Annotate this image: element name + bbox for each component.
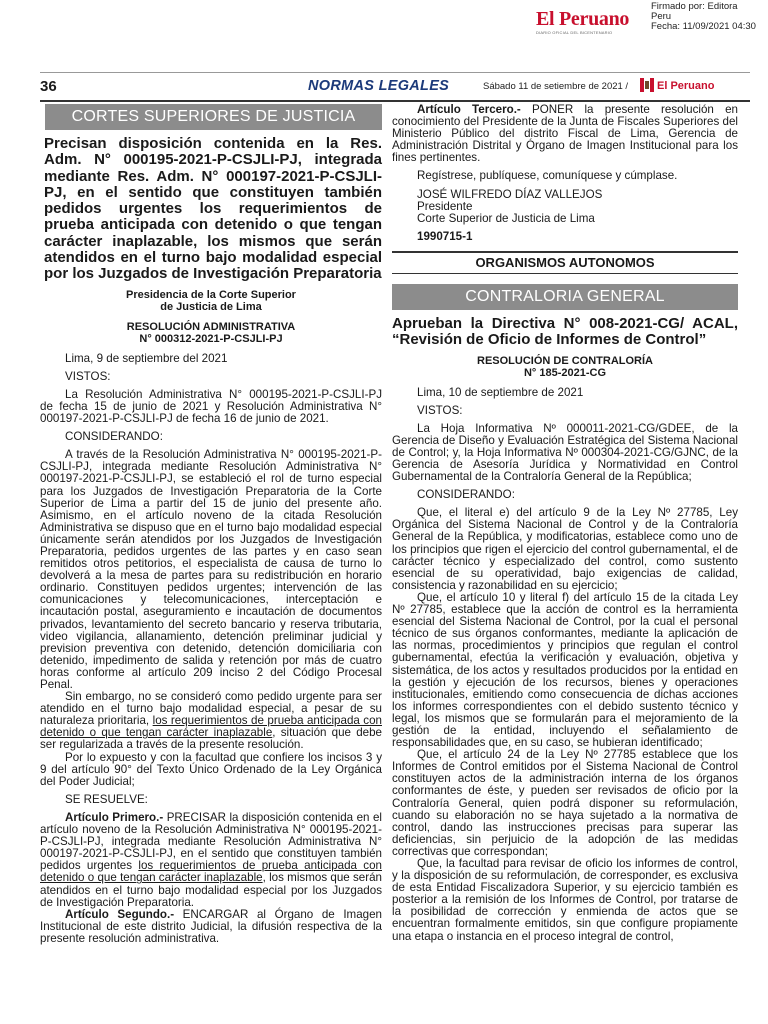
signature-line: Firmado por: Editora <box>651 1 738 12</box>
vistos-heading: VISTOS: <box>65 369 111 383</box>
paragraph: Que, la facultad para revisar de oficio los informes de control, y la disposición de su reformulación, de corresponder, es exclusiva de esta Entidad Fiscalizadora Superior, y su ejercicio también es posterior a la remisión de los Informes de Control, por tratarse de la posibilidad de corrección y enmienda de actos que se encuentran formalmente emitidos, sin que configure propiamente una etapa o instancia en el proceso integral de control, <box>392 857 738 943</box>
article-third: Artículo Tercero.- PONER la presente resolución en conocimiento del Presidente de la Junta de Fiscales Superiores del Ministerio Público del distrito Fiscal de Lima, Gerencia de Administración Distrital y Órgano de Imagen Institucional para los fines pertinentes. <box>392 103 738 165</box>
article-headline: Aprueban la Directiva N° 008-2021-CG/ ACAL, “Revisión de Oficio de Informes de Control” <box>392 314 738 349</box>
section-title: NORMAS LEGALES <box>308 78 450 94</box>
logo-name: El Peruano <box>536 8 630 30</box>
resolution-date: Lima, 10 de septiembre de 2021 <box>417 385 584 399</box>
issuer-line: de Justicia de Lima <box>160 300 262 313</box>
paragraph: Que, el literal e) del artículo 9 de la Ley Nº 27785, Ley Orgánica del Sistema Nacional de Control y de la Contraloría General de la República, y modificatorias, establece como uno de los principios que rigen el ejercicio del control gubernamental, el de carácter técnico y especializado del control, como sustento esencial de su operatividad, bajo exigencias de calidad, consistencia y razonabilidad en su ejercicio; <box>392 506 738 592</box>
header-date: Sábado 11 de setiembre de 2021 / <box>483 81 629 92</box>
article-label: Artículo Primero.- <box>65 810 164 824</box>
resolution-number <box>392 355 738 379</box>
top-divider <box>40 72 750 73</box>
vistos-paragraph: La Hoja Informativa Nº 000011-2021-CG/GDEE, de la Gerencia de Diseño y Evaluación Estratégica del Sistema Nacional de Control; y, la Hoja Informativa Nº 000304-2021-CG/GJNC, de la Gerencia de Asesoría Jurídica y Normatividad en Control Gubernamental de la Contraloría General de la República; <box>392 421 738 484</box>
signer-name: JOSÉ WILFREDO DÍAZ VALLEJOS <box>417 187 603 201</box>
paragraph: Por lo expuesto y con la facultad que confiere los incisos 3 y 9 del artículo 90° del Texto Único Ordenado de la Ley Orgánica del Poder Judicial; <box>40 750 382 788</box>
page-header <box>40 78 750 98</box>
considerando-heading: CONSIDERANDO: <box>417 488 515 502</box>
resolution-line: N° 185-2021-CG <box>523 366 607 379</box>
section-banner: CONTRALORIA GENERAL <box>392 284 738 310</box>
section-heading: ORGANISMOS AUTONOMOS <box>392 251 738 274</box>
signer-institution: Corte Superior de Justicia de Lima <box>417 211 595 225</box>
resuelve-heading: SE RESUELVE: <box>65 792 148 806</box>
logo-tagline: DIARIO OFICIAL DEL BICENTENARIO <box>536 30 613 35</box>
issuer <box>40 289 382 313</box>
article-label: Artículo Segundo.- <box>65 907 175 921</box>
paragraph: Que, el artículo 10 y literal f) del artículo 15 de la citada Ley Nº 27785, establece que la acción de control es la herramienta esencial del Sistema Nacional de Control, por la cual el personal técnico de sus órganos conformantes, mediante la aplicación de las normas, procedimientos y principios que regulan el control gubernamental, efectúa la verificación y evaluación, objetiva y sistemática, de los actos y resultados producidos por la entidad en la gestión y ejecución de los recursos, bienes y operaciones institucionales, emitiendo como consecuencia de dichas acciones los informes correspondientes con el debido sustento técnico y legal, los mismos que se formularán para el mejoramiento de la gestión de la entidad, incluyendo el señalamiento de responsabilidades que, en su caso, se hubieran identificado; <box>392 590 738 750</box>
signature-line: Fecha: 11/09/2021 04:30 <box>651 21 756 32</box>
signer-role: Presidente <box>417 199 473 213</box>
signature-line: Peru <box>651 11 672 22</box>
coat-of-arms-icon <box>640 78 654 92</box>
resolution-line: RESOLUCIÓN DE CONTRALORÍA <box>477 354 653 367</box>
page-number: 36 <box>40 78 57 95</box>
right-column <box>392 104 738 943</box>
underlined-text: los requerimientos de prueba anticipada con detenido o que tengan carácter inaplazable <box>40 714 382 740</box>
vistos-paragraph: La Resolución Administrativa N° 000195-2021-P-CSJLI-PJ de fecha 15 de junio de 2021 y Resolución Administrativa N° 000197-2021-P-CSJLI-PJ de fecha 16 de junio de 2021. <box>40 387 382 426</box>
header-brand: El Peruano <box>657 80 715 92</box>
resolution-date: Lima, 9 de septiembre del 2021 <box>65 351 228 365</box>
left-column <box>40 104 382 945</box>
article-second: Artículo Segundo.- ENCARGAR al Órgano de Imagen Institucional de este distrito Judicial, la difusión respectiva de la presente resolución administrativa. <box>40 907 383 945</box>
issuer-line: Presidencia de la Corte Superior <box>126 288 296 301</box>
closing-formula: Regístrese, publíquese, comuníquese y cúmplase. <box>417 169 678 183</box>
paragraph: Que, el artículo 24 de la Ley Nº 27785 establece que los Informes de Control emitidos por el Sistema Nacional de Control constituyen actos de la administración interna de los órganos conformantes de éste, y pueden ser revisados de oficio por la Contraloría General, quien podrá disponer su reformulación, cuando su elaboración no se haya sujetado a la normativa de control, dando las instrucciones precisas para superar las deficiencias, sin perjuicio de la adopción de las medidas correctivas que correspondan; <box>392 748 738 858</box>
resolution-line: RESOLUCIÓN ADMINISTRATIVA <box>126 320 296 333</box>
el-peruano-logo <box>536 8 648 38</box>
publication-code: 1990715-1 <box>417 229 473 243</box>
considerando-heading: CONSIDERANDO: <box>65 430 163 444</box>
header-divider <box>40 100 750 102</box>
digital-signature-stamp <box>651 2 756 32</box>
vistos-heading: VISTOS: <box>417 403 463 417</box>
underlined-text: los requerimientos de prueba anticipada con detenido o que tengan carácter inaplazable <box>40 859 382 885</box>
resolution-number <box>40 321 382 345</box>
section-banner: CORTES SUPERIORES DE JUSTICIA <box>45 104 382 130</box>
paragraph: A través de la Resolución Administrativa N° 000195-2021-P-CSJLI-PJ, integrada mediante Resolución Administrativa N° 000197-2021-P-CSJLI-PJ, se estableció el rol de turno especial para los Juzgados de Investigación Preparatoria de la Corte Superior de Lima a partir del 15 de junio del presente año. Asimismo, en el artículo noveno de la citada Resolución Administrativa se dispuso que en el turno bajo modalidad especial únicamente serán atendidos por los Juzgados de Investigación Preparatoria, pedidos urgentes de las partes y en caso sean remitidos otros petitorios, el especialista de causa de turno lo devolverá a la mesa de partes para su redistribución en horario ordinario. Constituyen pedidos urgentes; intervención de las comunicaciones y telecomunicaciones, interceptación e incautación postal, aseguramiento e incautación de documentos privados, levantamiento del secreto bancario y reserva tributaria, video vigilancia, allanamiento, detención preliminar judicial y prevision preventiva con detenido, detención domiciliaria con detenido, impedimento de salida y retención por más de cuatro horas conforme al artículo 209 inciso 2 del Código Procesal Penal. <box>40 448 382 692</box>
paragraph: Sin embargo, no se consideró como pedido urgente para ser atendido en el turno bajo modalidad especial, a pesar de su naturaleza prioritaria, los requerimientos de prueba anticipada con detenido o que tengan carácter inaplazable, situación que debe ser regularizada a través de la presente resolución. <box>40 690 382 752</box>
article-headline: Precisan disposición contenida en la Res. Adm. N° 000195-2021-P-CSJLI-PJ, integrada mediante Res. Adm. N° 000197-2021-P-CSJLI-PJ, en el sentido que constituyen también pedidos urgentes los requerimientos de prueba anticipada con detenido o que tengan carácter inaplazable, los mismos que serán atendidos en el turno bajo modalidad especial por los Juzgados de Investigación Preparatoria <box>44 135 382 283</box>
article-first: Artículo Primero.- PRECISAR la disposición contenida en el artículo noveno de la Resolución Administrativa N° 000195-2021-P-CSJLI-PJ, integrada mediante Resolución Administrativa N° 000197-2021-P-CSJLI-PJ, en el sentido que constituyen también pedidos urgentes los requerimientos de prueba anticipada con detenido o que tengan carácter inaplazable, los mismos que serán atendidos en el turno bajo modalidad especial por los Juzgados de Investigación Preparatoria. <box>40 810 383 909</box>
resolution-line: N° 000312-2021-P-CSJLI-PJ <box>139 332 283 345</box>
article-label: Artículo Tercero.- <box>417 103 521 116</box>
